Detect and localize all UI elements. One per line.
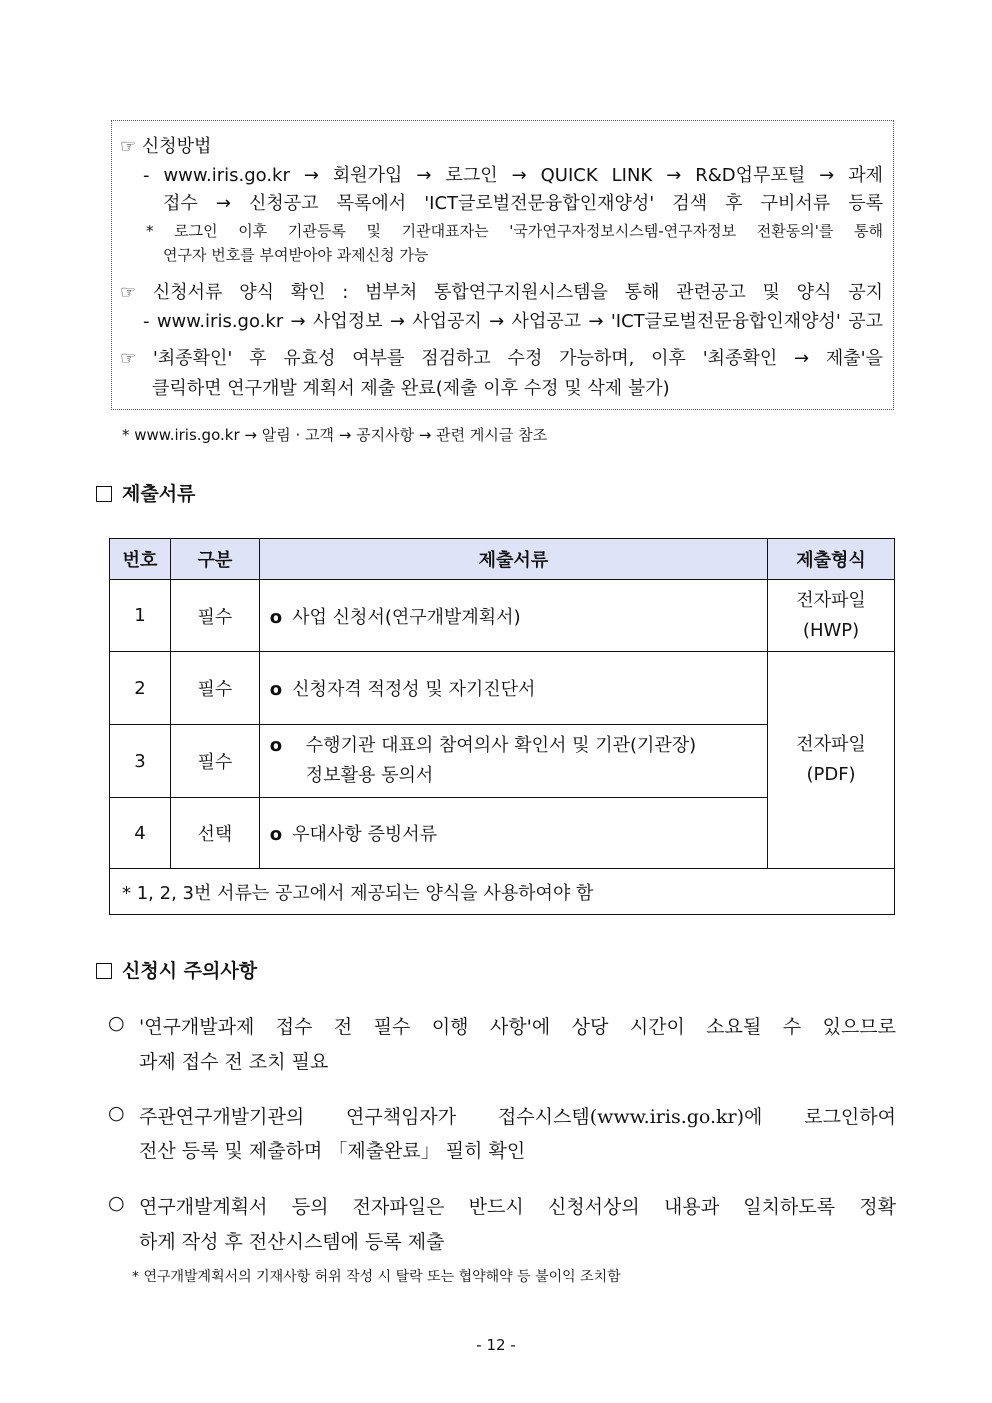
table-note: * 1, 2, 3번 서류는 공고에서 제공되는 양식을 사용하여야 함: [110, 869, 895, 915]
row-no: 4: [110, 798, 171, 869]
caution-1-line1: '연구개발과제 접수 전 필수 이행 사항'에 상당 시간이 소요될 수 있으므로: [139, 1016, 896, 1038]
bullet-icon: o: [269, 679, 283, 700]
caution-1-line2: 과제 접수 전 조치 필요: [139, 1051, 329, 1073]
row-category: 필수: [170, 725, 259, 798]
caution-3-line1: 연구개발계획서 등의 전자파일은 반드시 신청서상의 내용과 일치하도록 정확: [139, 1196, 896, 1218]
row-document: o 신청자격 적정성 및 자기진단서: [259, 652, 767, 725]
table-row: [110, 580, 895, 652]
table-row: [110, 652, 895, 725]
caution-2-line1: 주관연구개발기관의 연구책임자가 접수시스템(www.iris.go.kr)에 로그인하여: [139, 1106, 896, 1128]
row-document: o 우대사항 증빙서류: [259, 798, 767, 869]
table-header-row: [110, 539, 895, 580]
row-document: o 사업 신청서(연구개발계획서): [259, 580, 767, 652]
caution-bullet-icon: ○: [108, 1192, 125, 1214]
login-note-line2: 연구자 번호를 부여받아야 과제신청 가능: [163, 246, 429, 264]
checkbox-square-icon: [96, 486, 112, 502]
bullet-icon: o: [269, 735, 283, 756]
row-category: 필수: [170, 580, 259, 652]
row-no: 3: [110, 725, 171, 798]
row-category: 필수: [170, 652, 259, 725]
header-no: 번호: [110, 539, 171, 580]
apply-steps-line1: - www.iris.go.kr → 회원가입 → 로그인 → QUICK LINK → R&D업무포털 → 과제: [143, 165, 883, 186]
header-category: 구분: [170, 539, 259, 580]
row-no: 2: [110, 652, 171, 725]
row-document: o 수행기관 대표의 참여의사 확인서 및 기관(기관장) 정보활용 동의서: [259, 725, 767, 798]
caution-bullet-icon: ○: [108, 1102, 125, 1124]
reference-note: * www.iris.go.kr → 알림 · 고객 → 공지사항 → 관련 게시글 참조: [122, 426, 548, 444]
caution-3-line2: 하게 작성 후 전산시스템에 등록 제출: [139, 1231, 445, 1253]
caution-footnote: * 연구개발계획서의 기재사항 허위 작성 시 탈락 또는 협약해약 등 불이익 조치함: [132, 1269, 621, 1285]
header-document: 제출서류: [259, 539, 767, 580]
format-pdf: 전자파일 (PDF): [768, 652, 895, 869]
forms-check-line: ☞ 신청서류 양식 확인 : 범부처 통합연구지원시스템을 통해 관련공고 및 양식 공지: [120, 282, 883, 303]
apply-method-title: ☞ 신청방법: [120, 136, 212, 157]
final-confirm-line2: 클릭하면 연구개발 계획서 제출 완료(제출 이후 수정 및 삭제 불가): [152, 378, 670, 399]
cautions-heading: 신청시 주의사항: [96, 956, 257, 983]
bullet-icon: o: [269, 606, 283, 628]
apply-steps-line2: 접수 → 신청공고 목록에서 'ICT글로벌전문융합인재양성' 검색 후 구비서류 등록: [163, 193, 883, 214]
page-number: - 12 -: [476, 1336, 516, 1354]
row-no: 1: [110, 580, 171, 652]
caution-bullet-icon: ○: [108, 1012, 125, 1034]
checkbox-square-icon: [96, 963, 112, 979]
header-format: 제출형식: [768, 539, 895, 580]
format-hwp: 전자파일 (HWP): [768, 580, 895, 652]
bullet-icon: o: [269, 824, 283, 845]
forms-path-line: - www.iris.go.kr → 사업정보 → 사업공지 → 사업공고 → 'ICT글로벌전문융합인재양성' 공고: [143, 311, 883, 332]
documents-table: [109, 538, 895, 915]
final-confirm-line1: ☞ '최종확인' 후 유효성 여부를 점검하고 수정 가능하며, 이후 '최종확인 → 제출'을: [120, 348, 883, 369]
row-category: 선택: [170, 798, 259, 869]
login-note-line1: * 로그인 이후 기관등록 및 기관대표자는 '국가연구자정보시스템-연구자정보 전환동의'를 통해: [146, 222, 883, 240]
documents-heading: 제출서류: [96, 479, 195, 506]
caution-2-line2: 전산 등록 및 제출하며 「제출완료」 필히 확인: [139, 1140, 526, 1162]
table-note-row: [110, 869, 895, 915]
